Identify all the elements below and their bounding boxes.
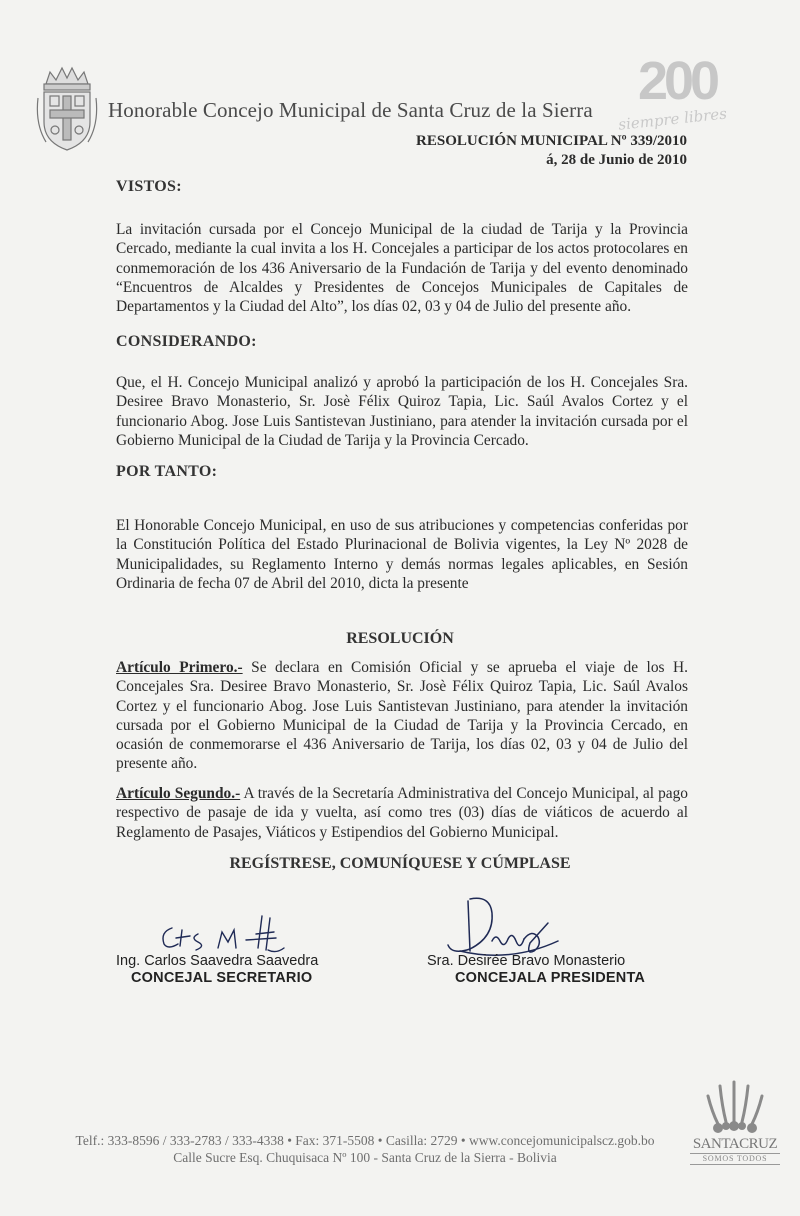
footer-address-line: Calle Sucre Esq. Chuquisaca Nº 100 - Santa Cruz de la Sierra - Bolivia	[173, 1150, 557, 1165]
right-signer-title: CONCEJALA PRESIDENTA	[455, 970, 646, 986]
article-first-text: Se declara en Comisión Oficial y se aprueba el viaje de los H. Concejales Sra. Desiree Bravo Monasterio, Sr. Josè Félix Quiroz Tapia, Lic. Saúl Avalos Cortez y el funcionario Abog. Jose Luis Santistevan Justiniano, para atender la invitación cursada por el Gobierno Municipal de la Ciudad de Tarija y la Provincia Cercado, en ocasión de conmemorarse el 436 Aniversario de Tarija, los días 02, 03 y 04 de Julio del presente año.	[116, 659, 688, 773]
closing-formula: REGÍSTRESE, COMUNÍQUESE Y CÚMPLASE	[229, 855, 571, 872]
footer-contact-line: Telf.: 333-8596 / 333-2783 / 333-4338 • Fax: 371-5508 • Casilla: 2729 • www.concejomunicipalscz.gob.bo	[75, 1133, 655, 1148]
resolution-number: RESOLUCIÓN MUNICIPAL Nº 339/2010	[416, 133, 687, 149]
bicentennial-slogan: siempre libres	[617, 104, 728, 134]
bicentennial-number: 200	[637, 51, 717, 111]
article-first-label: Artículo Primero.-	[116, 659, 243, 676]
vistos-heading: VISTOS:	[116, 178, 182, 195]
considerando-text: Que, el H. Concejo Municipal analizó y aprobó la participación de los H. Concejales Sra. Desiree Bravo Monasterio, Sr. Josè Félix Quiroz Tapia, Lic. Saúl Avalos Cortez y el funcionario Abog. Jose Luis Santistevan Justiniano, para atender la invitación cursada por el Gobierno Municipal de la Ciudad de Tarija y la Provincia Cercado.	[116, 374, 688, 449]
organization-name: Honorable Concejo Municipal de Santa Cruz de la Sierra	[108, 98, 593, 122]
resolucion-heading: RESOLUCIÓN	[346, 630, 454, 647]
article-second-label: Artículo Segundo.-	[116, 785, 241, 802]
footer-brand-name: SANTACRUZ	[692, 1136, 778, 1152]
article-second	[116, 784, 688, 842]
bicentennial-logo	[612, 50, 742, 112]
footer-brand-tagline: SOMOS TODOS	[690, 1153, 780, 1165]
left-signer-name: Ing. Carlos Saavedra Saavedra	[116, 953, 319, 969]
left-signer-title: CONCEJAL SECRETARIO	[131, 970, 313, 986]
left-signature-scrawl	[150, 908, 300, 958]
article-first	[116, 658, 688, 774]
por-tanto-text: El Honorable Concejo Municipal, en uso de sus atribuciones y competencias conferidas por la Constitución Política del Estado Plurinacional de Bolivia vigentes, la Ley Nº 2028 de Municipalidades, su Reglamento Interno y demás normas legales aplicables, en Sesión Ordinaria de fecha 07 de Abril del 2010, dicta la presente	[116, 517, 688, 592]
article-second-text: A través de la Secretaría Administrativa del Concejo Municipal, al pago respectivo de pasaje de ida y vuelta, así como tres (03) días de viáticos de acuerdo al Reglamento de Pasajes, Viáticos y Estipendios del Gobierno Municipal.	[116, 785, 688, 841]
right-signer-name: Sra. Desirée Bravo Monasterio	[427, 953, 626, 969]
coat-of-arms-icon	[36, 64, 98, 154]
por-tanto-heading: POR TANTO:	[116, 463, 218, 480]
resolution-date: á, 28 de Junio de 2010	[546, 152, 687, 168]
vistos-text: La invitación cursada por el Concejo Municipal de la ciudad de Tarija y la Provincia Cercado, mediante la cual invita a los H. Concejales a participar de los actos protocolares en conmemoración de los 436 Aniversario de la Fundación de Tarija y del evento denominado “Encuentros de Alcaldes y Presidentes de Concejos Municipales de Capitales de Departamentos y la Ciudad del Alto”, los días 02, 03 y 04 de Julio del presente año.	[116, 221, 688, 316]
considerando-heading: CONSIDERANDO:	[116, 333, 257, 350]
